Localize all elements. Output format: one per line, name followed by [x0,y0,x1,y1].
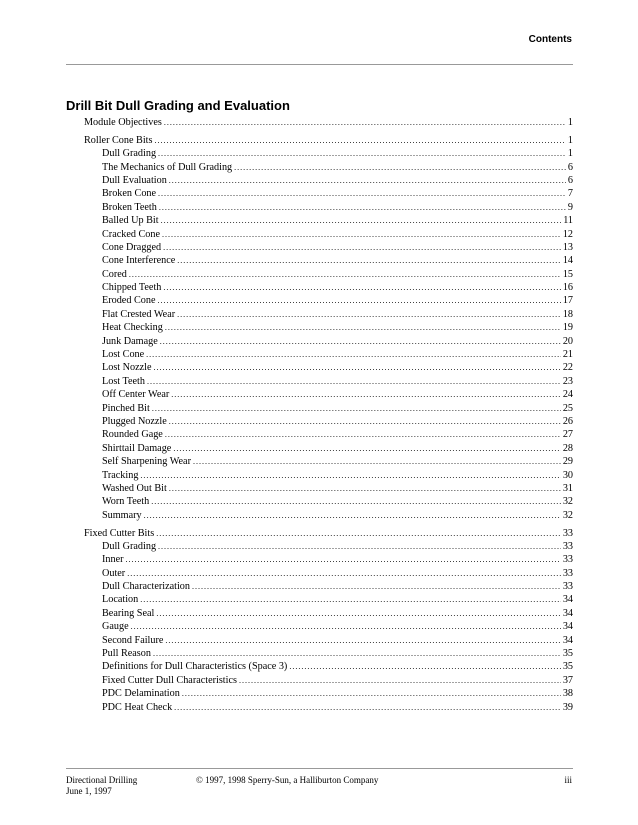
toc-entry[interactable] [84,620,573,633]
toc-entry-page-number: 30 [562,469,573,481]
toc-entry-title: Pinched Bit [102,402,150,414]
toc-entry[interactable] [84,482,573,495]
toc-entry-page-number: 23 [562,375,573,387]
toc-dot-leader [158,147,566,160]
running-header-title: Contents [528,34,572,45]
toc-entry-page-number: 35 [562,661,573,673]
toc-dot-leader [140,593,561,606]
toc-entry[interactable] [84,540,573,553]
toc-entry-page-number: 18 [562,308,573,320]
toc-entry-title: Location [102,594,139,606]
footer-copyright: © 1997, 1998 Sperry-Sun, a Halliburton Company [196,775,379,785]
toc-entry-title: Cone Interference [102,255,176,267]
toc-entry-title: Outer [102,567,126,579]
toc-entry[interactable] [84,593,573,606]
toc-entry-page-number: 7 [567,188,573,200]
toc-entry-title: Second Failure [102,634,164,646]
toc-entry-title: Off Center Wear [102,389,170,401]
toc-dot-leader [158,540,561,553]
toc-entry[interactable] [84,241,573,254]
toc-entry-page-number: 17 [562,295,573,307]
toc-dot-leader [182,687,561,700]
toc-entry[interactable] [84,567,573,580]
toc-entry-title: Inner [102,554,124,566]
toc-dot-leader [165,428,561,441]
toc-dot-leader [165,634,560,647]
toc-entry[interactable] [84,161,573,174]
toc-entry-title: Chipped Teeth [102,282,162,294]
toc-entry[interactable] [84,281,573,294]
toc-entry-page-number: 26 [562,415,573,427]
toc-entry-title: Plugged Nozzle [102,415,167,427]
toc-entry-page-number: 1 [567,117,573,128]
toc-entry-title: Cracked Cone [102,228,160,240]
toc-dot-leader [126,553,561,566]
toc-dot-leader [146,348,561,361]
toc-entry-page-number: 38 [562,688,573,700]
toc-dot-leader [154,134,565,147]
toc-entry-page-number: 11 [563,215,573,227]
section-heading: Drill Bit Dull Grading and Evaluation [66,98,290,113]
toc-entry[interactable] [84,634,573,647]
toc-entry-page-number: 34 [562,594,573,606]
toc-entry[interactable] [84,701,573,714]
toc-entry-title: PDC Heat Check [102,701,173,713]
toc-dot-leader [173,442,560,455]
toc-entry-page-number: 37 [562,674,573,686]
toc-entry-page-number: 27 [562,429,573,441]
toc-entry-title: Fixed Cutter Bits [84,527,155,539]
footer-left [66,775,137,797]
toc-entry[interactable] [84,294,573,307]
toc-entry-title: Self Sharpening Wear [102,456,191,468]
toc-entry-title: Cone Dragged [102,241,162,253]
toc-dot-leader [158,187,566,200]
toc-entry-title: Dull Grading [102,540,157,552]
toc-entry-page-number: 16 [562,282,573,294]
toc-entry-title: Junk Damage [102,335,158,347]
toc-entry[interactable] [84,660,573,673]
toc-entry[interactable] [84,134,573,147]
toc-entry[interactable] [84,509,573,522]
toc-entry-page-number: 24 [562,389,573,401]
toc-entry-page-number: 34 [562,634,573,646]
toc-entry-title: Balled Up Bit [102,215,159,227]
toc-entry-title: Cored [102,268,127,280]
toc-dot-leader [140,469,560,482]
toc-entry-page-number: 34 [562,621,573,633]
toc-entry[interactable] [84,214,573,227]
toc-entry-title: Summary [102,509,142,521]
toc-dot-leader [289,660,561,673]
toc-entry[interactable] [84,388,573,401]
toc-dot-leader [164,116,566,129]
table-of-contents [84,116,573,714]
toc-entry[interactable] [84,228,573,241]
toc-entry[interactable] [84,495,573,508]
toc-entry[interactable] [84,442,573,455]
toc-entry-title: Heat Checking [102,322,163,334]
toc-dot-leader [154,361,561,374]
toc-entry[interactable] [84,674,573,687]
toc-entry-page-number: 15 [562,268,573,280]
toc-entry[interactable] [84,553,573,566]
toc-entry[interactable] [84,201,573,214]
toc-entry-title: Pull Reason [102,648,151,660]
toc-entry-page-number: 33 [562,581,573,593]
toc-entry[interactable] [84,268,573,281]
toc-entry[interactable] [84,361,573,374]
toc-dot-leader [174,701,561,714]
toc-entry-title: Gauge [102,621,129,633]
toc-entry-title: The Mechanics of Dull Grading [102,161,233,173]
toc-entry-page-number: 32 [562,496,573,508]
footer-course-title: Directional Drilling [66,775,138,785]
toc-entry[interactable] [84,647,573,660]
toc-entry-page-number: 35 [562,648,573,660]
toc-dot-leader [171,388,561,401]
toc-entry-page-number: 39 [562,701,573,713]
toc-dot-leader [193,455,561,468]
header-divider [66,64,573,65]
toc-dot-leader [147,375,561,388]
footer-date: June 1, 1997 [66,786,112,796]
toc-entry-title: Dull Evaluation [102,174,167,186]
toc-dot-leader [131,620,561,633]
toc-entry-title: Dull Grading [102,148,157,160]
toc-entry-page-number: 25 [562,402,573,414]
toc-entry-title: PDC Delamination [102,688,180,700]
toc-entry[interactable] [84,455,573,468]
toc-dot-leader [239,674,561,687]
toc-entry-page-number: 21 [562,349,573,361]
toc-entry-title: Flat Crested Wear [102,308,176,320]
toc-dot-leader [159,201,566,214]
toc-dot-leader [177,254,561,267]
toc-dot-leader [152,402,561,415]
toc-dot-leader [156,527,561,540]
toc-entry[interactable] [84,254,573,267]
toc-entry-page-number: 14 [562,255,573,267]
toc-entry-title: Broken Cone [102,188,157,200]
toc-entry[interactable] [84,527,573,540]
toc-entry-page-number: 34 [562,607,573,619]
toc-dot-leader [162,228,561,241]
toc-entry[interactable] [84,428,573,441]
toc-entry-title: Lost Teeth [102,375,145,387]
toc-entry-title: Dull Characterization [102,581,190,593]
toc-entry-page-number: 32 [562,509,573,521]
toc-entry-title: Bearing Seal [102,607,155,619]
toc-entry-title: Eroded Cone [102,295,156,307]
toc-entry-page-number: 12 [562,228,573,240]
toc-entry[interactable] [84,348,573,361]
toc-entry-page-number: 1 [567,134,573,146]
toc-entry[interactable] [84,147,573,160]
toc-dot-leader [160,335,561,348]
toc-dot-leader [129,268,561,281]
toc-entry-page-number: 6 [567,161,573,173]
toc-dot-leader [163,281,560,294]
toc-entry[interactable] [84,375,573,388]
toc-dot-leader [127,567,561,580]
toc-entry[interactable] [84,116,573,129]
toc-entry-title: Rounded Gage [102,429,163,441]
toc-dot-leader [234,161,566,174]
toc-entry[interactable] [84,469,573,482]
toc-entry[interactable] [84,174,573,187]
toc-entry-page-number: 19 [562,322,573,334]
footer-divider [66,768,573,769]
toc-entry-page-number: 33 [562,540,573,552]
toc-entry-page-number: 33 [562,527,573,539]
toc-dot-leader [157,294,560,307]
toc-entry-page-number: 28 [562,442,573,454]
toc-entry[interactable] [84,321,573,334]
toc-dot-leader [151,495,561,508]
toc-entry[interactable] [84,308,573,321]
toc-dot-leader [169,174,566,187]
toc-entry-page-number: 33 [562,567,573,579]
toc-entry-page-number: 33 [562,554,573,566]
toc-entry[interactable] [84,607,573,620]
toc-entry-title: Shirttail Damage [102,442,172,454]
toc-entry-title: Fixed Cutter Dull Characteristics [102,674,237,686]
toc-entry-title: Washed Out Bit [102,482,167,494]
toc-entry-title: Worn Teeth [102,496,150,508]
toc-entry[interactable] [84,335,573,348]
toc-entry[interactable] [84,187,573,200]
toc-dot-leader [163,241,561,254]
toc-entry-title: Roller Cone Bits [84,134,153,146]
toc-entry[interactable] [84,415,573,428]
footer-page-number: iii [564,775,572,785]
toc-dot-leader [161,214,562,227]
toc-entry[interactable] [84,687,573,700]
toc-dot-leader [192,580,561,593]
toc-entry-title: Tracking [102,469,139,481]
toc-dot-leader [177,308,561,321]
toc-dot-leader [144,509,561,522]
toc-entry-page-number: 13 [562,241,573,253]
toc-dot-leader [165,321,561,334]
toc-entry-title: Lost Nozzle [102,362,152,374]
toc-entry-title: Definitions for Dull Characteristics (Space 3) [102,661,288,673]
toc-entry-page-number: 22 [562,362,573,374]
toc-entry-title: Broken Teeth [102,201,157,213]
toc-entry-page-number: 29 [562,456,573,468]
toc-entry[interactable] [84,580,573,593]
toc-entry-page-number: 6 [567,174,573,186]
toc-dot-leader [153,647,561,660]
toc-entry-title: Module Objectives [84,117,162,128]
toc-entry-title: Lost Cone [102,349,145,361]
toc-entry-page-number: 20 [562,335,573,347]
toc-dot-leader [169,415,561,428]
toc-dot-leader [156,607,560,620]
toc-entry-page-number: 9 [567,201,573,213]
toc-entry-page-number: 31 [562,482,573,494]
toc-entry[interactable] [84,402,573,415]
toc-entry-page-number: 1 [567,148,573,160]
toc-dot-leader [169,482,561,495]
